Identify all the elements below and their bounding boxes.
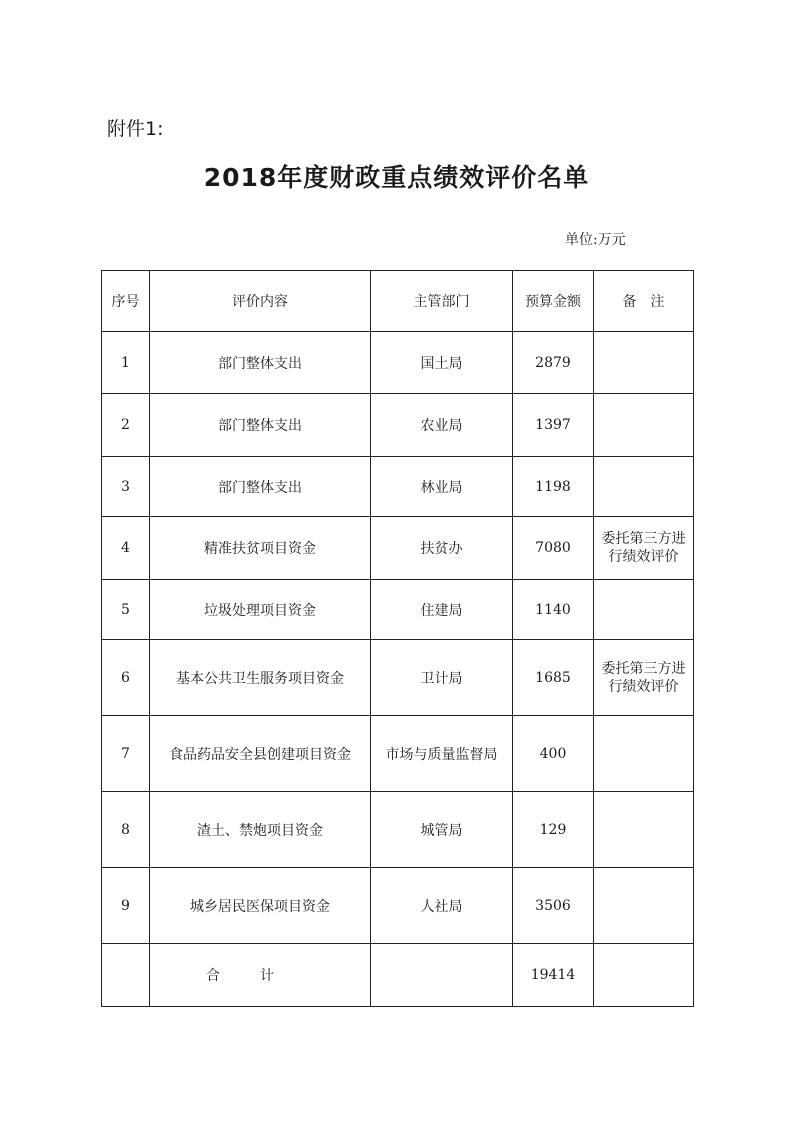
cell-serial: 4	[102, 517, 150, 580]
cell-note	[594, 332, 694, 394]
cell-content: 城乡居民医保项目资金	[150, 868, 371, 944]
table-row	[102, 457, 694, 517]
cell-content: 渣土、禁炮项目资金	[150, 792, 371, 868]
cell-department: 人社局	[371, 868, 513, 944]
cell-amount: 400	[513, 716, 594, 792]
header-serial-number: 序号	[102, 271, 150, 332]
cell-serial: 8	[102, 792, 150, 868]
cell-amount: 7080	[513, 517, 594, 580]
total-row	[102, 944, 694, 1007]
header-evaluation-content: 评价内容	[150, 271, 371, 332]
total-label-text: 合计	[206, 968, 314, 984]
cell-department: 扶贫办	[371, 517, 513, 580]
cell-content: 食品药品安全县创建项目资金	[150, 716, 371, 792]
cell-note	[594, 792, 694, 868]
note-text: 委托第三方进行绩效评价	[601, 660, 686, 695]
cell-content: 精准扶贫项目资金	[150, 517, 371, 580]
cell-serial: 2	[102, 394, 150, 457]
cell-note	[594, 640, 694, 716]
table-row	[102, 716, 694, 792]
cell-department: 住建局	[371, 580, 513, 640]
cell-note	[594, 457, 694, 517]
cell-department: 卫计局	[371, 640, 513, 716]
cell-amount: 1397	[513, 394, 594, 457]
cell-department	[371, 944, 513, 1007]
cell-amount: 3506	[513, 868, 594, 944]
cell-amount: 1198	[513, 457, 594, 517]
cell-amount: 2879	[513, 332, 594, 394]
cell-note	[594, 944, 694, 1007]
cell-note	[594, 716, 694, 792]
header-remarks: 备 注	[594, 271, 694, 332]
cell-serial: 6	[102, 640, 150, 716]
cell-department: 城管局	[371, 792, 513, 868]
cell-serial	[102, 944, 150, 1007]
table-row	[102, 792, 694, 868]
table-row	[102, 640, 694, 716]
cell-note	[594, 868, 694, 944]
table-row	[102, 517, 694, 580]
cell-amount: 129	[513, 792, 594, 868]
cell-department: 农业局	[371, 394, 513, 457]
cell-content: 部门整体支出	[150, 457, 371, 517]
total-label	[150, 944, 371, 1007]
page-title: 2018年度财政重点绩效评价名单	[203, 163, 590, 192]
cell-amount: 1685	[513, 640, 594, 716]
cell-serial: 9	[102, 868, 150, 944]
note-text: 委托第三方进行绩效评价	[601, 531, 686, 565]
cell-content: 垃圾处理项目资金	[150, 580, 371, 640]
header-department: 主管部门	[371, 271, 513, 332]
cell-serial: 5	[102, 580, 150, 640]
cell-department: 市场与质量监督局	[371, 716, 513, 792]
total-amount: 19414	[513, 944, 594, 1007]
cell-content: 基本公共卫生服务项目资金	[150, 640, 371, 716]
cell-content: 部门整体支出	[150, 332, 371, 394]
table-row	[102, 394, 694, 457]
cell-department: 林业局	[371, 457, 513, 517]
table-row	[102, 868, 694, 944]
cell-department: 国土局	[371, 332, 513, 394]
table-header-row	[102, 271, 694, 332]
cell-note	[594, 394, 694, 457]
table-row	[102, 580, 694, 640]
header-budget-amount: 预算金额	[513, 271, 594, 332]
cell-serial: 1	[102, 332, 150, 394]
attachment-label: 附件1:	[107, 118, 164, 140]
cell-amount: 1140	[513, 580, 594, 640]
unit-label: 单位:万元	[565, 232, 626, 248]
table-row	[102, 332, 694, 394]
cell-note	[594, 517, 694, 580]
cell-serial: 3	[102, 457, 150, 517]
evaluation-table	[101, 270, 694, 1007]
cell-note	[594, 580, 694, 640]
cell-serial: 7	[102, 716, 150, 792]
cell-content: 部门整体支出	[150, 394, 371, 457]
